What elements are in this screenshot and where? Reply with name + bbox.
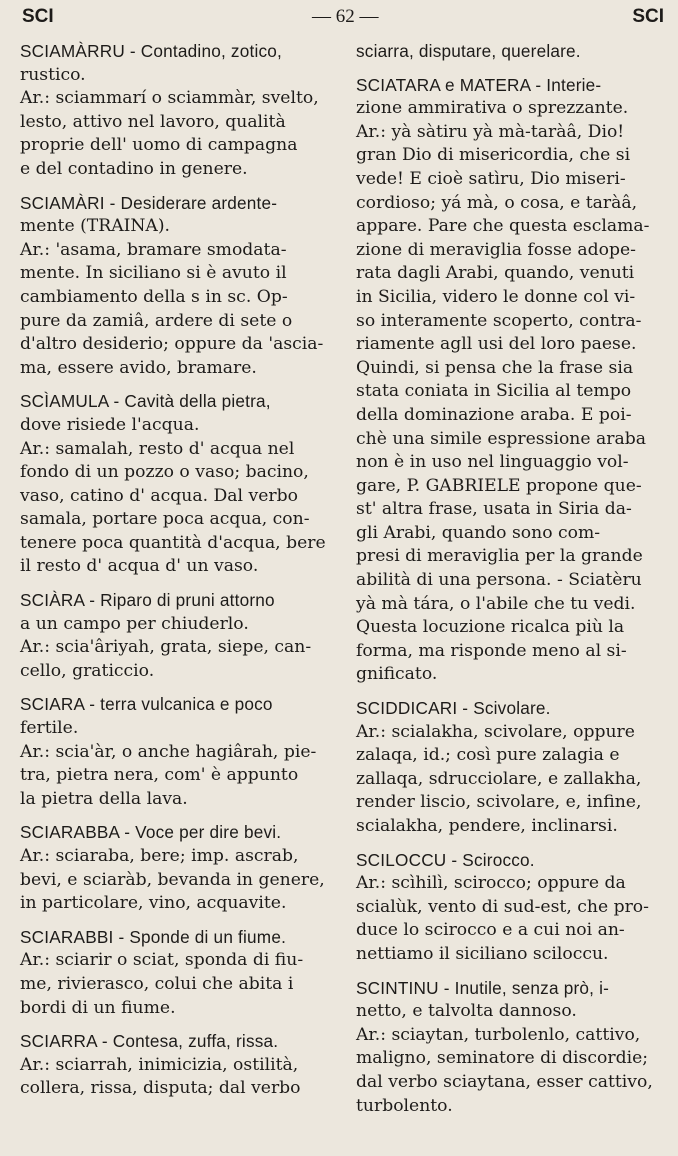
dictionary-entry [20,192,332,381]
entry-text-line: bordi di un fiume. [20,997,176,1018]
dictionary-entry [356,74,668,687]
entry-headword-line: SCIDDICARI - Scivolare. [356,698,551,719]
entry-text-line: forma, ma risponde meno al si- [356,640,627,661]
entry-text-line: yà mà tára, o l'abile che tu vedi. [356,593,636,614]
entry-text-line: scialùk, vento di sud-est, che pro- [356,896,649,917]
entry-text-line: st' altra frase, usata in Siria da- [356,499,632,520]
header-left-guide-word: SCI [22,6,54,27]
entry-text-line: Ar.: scialakha, scivolare, oppure [356,721,635,742]
entry-text-line: Ar.: sciarir o sciat, sponda di fiu- [20,950,304,971]
entry-text-line: maligno, seminatore di discordie; [356,1048,649,1069]
entry-headword-line: SCIARABBI - Sponde di un fiume. [20,926,287,947]
dictionary-entry [356,697,668,839]
entry-text-line: Questa locuzione ricalca più la [356,617,625,638]
entry-text-line: vede! E cioè satìru, Dio miseri- [356,168,626,189]
entry-text-line: rustico. [20,64,86,85]
entry-text-line: zione di meraviglia fosse adope- [356,239,636,260]
entry-text-line: il resto d' acqua d' un vaso. [20,556,259,577]
entry-text-line: Ar.: sciarrah, inimicizia, ostilità, [20,1054,299,1075]
entry-text-line: mente (TRAINA). [20,216,171,237]
entry-text-line: collera, rissa, disputa; dal verbo [20,1078,301,1099]
entry-text-line: a un campo per chiuderlo. [20,613,249,634]
entry-text-line: fondo di un pozzo o vaso; bacino, [20,462,309,483]
entry-text-line: Ar.: scìhilì, scirocco; oppure da [356,873,626,894]
entry-text-line: appare. Pare che questa esclama- [356,216,650,237]
entry-text-line: samala, portare poca acqua, con- [20,509,310,530]
entry-text-line: in particolare, vino, acquavite. [20,893,287,914]
entry-text-line: turbolento. [356,1095,453,1116]
entry-text-line: zallaqa, sdrucciolare, e zallakha, [356,768,642,789]
entry-headword-line: SCÌAMULA - Cavità della pietra, [20,391,271,412]
entry-headword-line: SCIAMÀRI - Desiderare ardente- [20,192,278,213]
entry-text-line: presi di meraviglia per la grande [356,546,643,567]
entry-text-line: render liscio, scivolare, e, infine, [356,792,642,813]
entry-text-line: Ar.: 'asama, bramare smodata- [20,239,287,260]
dictionary-entry [356,849,668,967]
page-number: — 62 — [312,6,379,27]
entry-text-line: in Sicilia, videro le donne col vi- [356,286,636,307]
entry-text-line: nettiamo il siciliano sciloccu. [356,943,609,964]
entry-text-line: Ar.: sciammarí o sciammàr, svelto, [20,88,319,109]
entry-text-line: Ar.: sciaraba, bere; imp. ascrab, [20,846,299,866]
entry-text-line: Ar.: scia'àr, o anche hagiârah, pie- [20,741,317,762]
entry-text-line: ma, essere avido, bramare. [20,357,257,378]
entry-text-line: riamente agll usi del loro paese. [356,334,637,355]
dictionary-entry [20,1030,332,1101]
right-column [356,40,668,1128]
entry-text-line: bevi, e sciaràb, bevanda in genere, [20,869,325,890]
entry-text-line: duce lo scirocco e a cui noi an- [356,920,625,941]
dictionary-entry [20,693,332,811]
entry-text-line: gare, P. GABRIELE propone que- [356,475,642,496]
entry-text-line: scialakha, pendere, inclinarsi. [356,816,618,836]
entry-text-line: Ar.: scia'âriyah, grata, siepe, can- [20,637,312,658]
dictionary-entry [20,390,332,579]
entry-text-line: fertile. [20,718,79,739]
entry-text-line: zalaqa, id.; così pure zalagia e [356,745,620,766]
entry-headword-line: SCIATARA e MATERA - Interie- [356,74,602,95]
entry-text-line: non è in uso nel linguaggio vol- [356,452,629,473]
entry-text-line: cambiamento della s in sc. Op- [20,286,288,307]
entry-text-line: e del contadino in genere. [20,158,248,179]
entry-text-line: cordioso; yá mà, o cosa, e taràâ, [356,192,638,213]
entry-text-line: Ar.: samalah, resto d' acqua nel [20,438,295,459]
entry-text-line: so interamente scoperto, contra- [356,310,642,331]
dictionary-entry [20,821,332,915]
entry-headword-line: SCIARA - terra vulcanica e poco [20,694,273,715]
entry-headword-line: SCIÀRA - Riparo di pruni attorno [20,590,275,611]
entry-text-line: la pietra della lava. [20,788,188,809]
entry-headword-line: SCINTINU - Inutile, senza prò, i- [356,977,610,998]
entry-headword-line: SCIAMÀRRU - Contadino, zotico, [20,41,282,61]
dictionary-entry [356,977,668,1119]
entry-text-line: dal verbo sciaytana, esser cattivo, [356,1071,653,1092]
entry-text-line: Ar.: yà sàtiru yà mà-taràâ, Dio! [356,121,625,142]
entry-text-line: gnificato. [356,664,438,685]
entry-headword-line: SCIARRA - Contesa, zuffa, rissa. [20,1031,279,1052]
dictionary-entry [20,40,332,182]
entry-text-line: tra, pietra nera, com' è appunto [20,765,299,786]
entry-text-line: netto, e talvolta dannoso. [356,1001,577,1022]
dictionary-entry [20,926,332,1020]
entry-text-line: abilità di una persona. - Sciatèru [356,570,642,591]
dictionary-entry [20,589,332,683]
entry-text-line: stata coniata in Sicilia al tempo [356,381,632,402]
entry-text-line: gran Dio di misericordia, che si [356,145,631,166]
entry-text-line: zione ammirativa o sprezzante. [356,98,629,119]
entry-text-line: Quindi, si pensa che la frase sia [356,357,634,378]
dictionary-entry [356,40,668,64]
entry-text-line: chè una simile espressione araba [356,428,646,449]
entry-text-line: pure da zamiâ, ardere di sete o [20,310,293,331]
entry-headword-line: sciarra, disputare, querelare. [356,41,581,61]
entry-text-line: lesto, attivo nel lavoro, qualità [20,111,286,132]
entry-text-line: Ar.: sciaytan, turbolenlo, cattivo, [356,1024,641,1045]
entry-headword-line: SCILOCCU - Scirocco. [356,849,535,870]
entry-text-line: cello, graticcio. [20,660,155,681]
entry-text-line: vaso, catino d' acqua. Dal verbo [20,485,298,506]
entry-text-line: d'altro desiderio; oppure da 'ascia- [20,334,324,355]
entry-text-line: rata dagli Arabi, quando, venuti [356,263,635,284]
entry-text-line: me, rivierasco, colui che abita i [20,973,294,994]
page-header [22,6,664,32]
entry-text-line: tenere poca quantità d'acqua, bere [20,532,326,553]
entry-text-line: mente. In siciliano si è avuto il [20,263,287,284]
header-right-guide-word: SCI [632,6,664,27]
entry-text-line: della dominazione araba. E poi- [356,404,632,425]
entry-text-line: dove risiede l'acqua. [20,414,200,435]
entry-headword-line: SCIARABBA - Voce per dire bevi. [20,822,282,843]
entry-text-line: gli Arabi, quando sono com- [356,522,601,543]
left-column [20,40,332,1111]
entry-text-line: proprie dell' uomo di campagna [20,135,298,156]
